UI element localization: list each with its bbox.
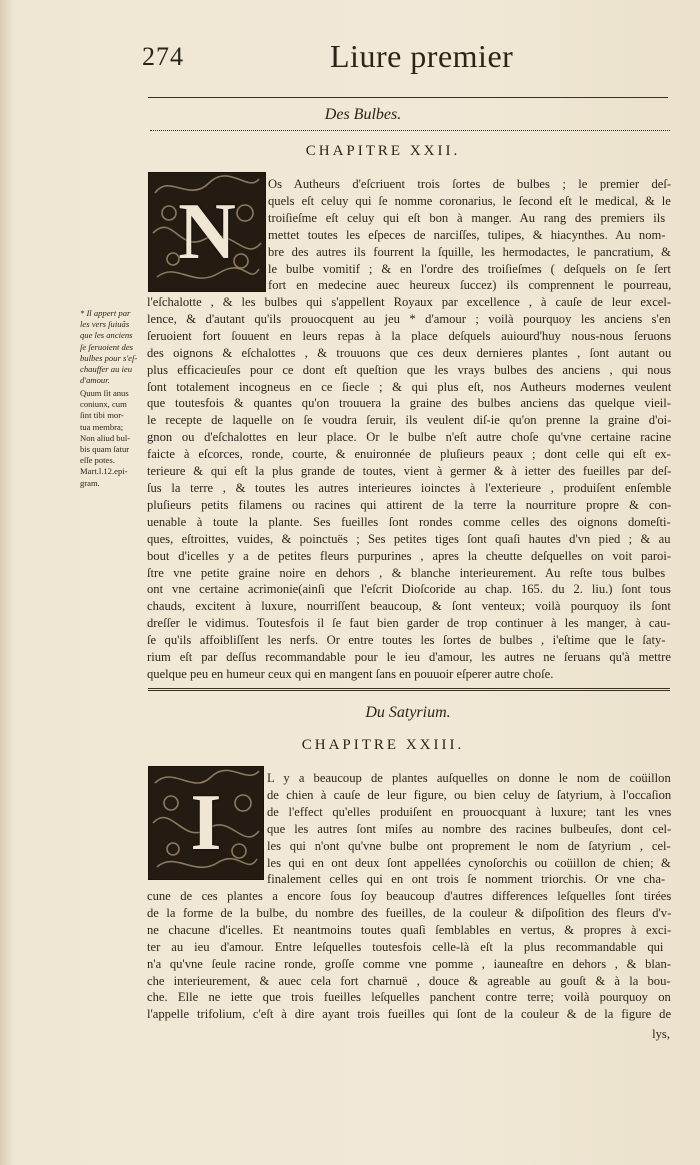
- text-line: mettet toutes les eſpeces de narciſſes, tulipes, & hiacynthes. Au nom-: [268, 227, 666, 242]
- text-line: ſont totalement incogneus en ce ſiecle ; & qui plus eſt, nos Autheurs modernes veulent: [147, 379, 672, 394]
- margin-note-line: bulbes pour s'eſ-: [80, 352, 138, 363]
- text-line: de l'effect qu'elles produiſent en prouocquant à luxure; tant les vnes: [267, 804, 672, 819]
- text-line: che. Elle ne iette que trois fueilles leſquelles panchent contre terre; voilà pourquoy on: [147, 990, 671, 1005]
- text-line: ſtre vne petite graine noire en dehors , & blanche interieurement. Au reſte tous bulbes: [147, 565, 666, 580]
- chapter-xxiii-body-text: [147, 888, 671, 1023]
- section-title-satyrium: Du Satyrium.: [365, 704, 451, 721]
- text-line: gnon ou d'eſchalottes en leur place. Or le bulbe n'eſt autre choſe qu'vne certaine racine: [147, 430, 672, 445]
- margin-note-line: gram.: [80, 477, 100, 488]
- text-line: le bulbe vomitif ; & en l'ordre des troiſieſmes ( deſquels on ſe ſert: [268, 261, 671, 276]
- text-line: ne chacune d'icelles. Et neantmoins toutes quaſi ſemblables en vertus, & propres à exci-: [147, 922, 672, 937]
- catchword-text: lys,: [652, 1027, 670, 1041]
- text-line: l'eſchalotte , & les bulbes qui s'appellent Royaux par excellence , à cauſe de leur excel-: [147, 295, 672, 309]
- text-line: fort en medecine auec heureux ſuccez) ils comprennent le pourreau,: [268, 278, 672, 293]
- text-line: ſus la terre , & toutes les autres interieures ioinctes à l'exterieure , produiſent enſemble: [147, 480, 672, 495]
- margin-note-line: eſſe potes.: [80, 455, 115, 466]
- section-divider-1: [150, 130, 670, 131]
- text-line: ques, eſtroittes, vuides, & poinctuës ; Ses petites tiges ſont quaſi hautes d'vn pied ; & au: [147, 531, 671, 546]
- text-line: ſeruoient fort ſouuent en leurs repas à la place deſquels auiourd'huy nous-nous ſeruons: [147, 328, 672, 343]
- text-line: les qui n'ont qu'vne bulbe ont proprement le nom de ſatyrium , cel-: [267, 838, 671, 853]
- text-line: ter au ieu d'amour. Entre leſquelles toutesfois celle-là eſt la plus recommandable qui: [147, 939, 664, 954]
- text-line: pluſieurs petits filamens ou racines qui attirent de la terre la nourriture propre & con-: [147, 497, 672, 512]
- chapter-xxii-indented-text: [268, 176, 671, 294]
- margin-note-line: Quum ſit anus: [80, 388, 129, 398]
- section-divider-2: [148, 688, 670, 691]
- text-line: cune de ces plantes a encore ſous ſoy beaucoup d'autres differences leſquelles ſont tirées: [147, 889, 672, 903]
- margin-note-martial: [80, 388, 146, 489]
- text-line: quels eſt celuy qui ſe nomme coronarius, le ſecond eſt le medical, & le: [268, 193, 671, 208]
- margin-note-amour: [80, 308, 146, 386]
- text-line: bre des autres ils fourrent la ſquille, les hermodactes, le pancratium, &: [268, 244, 671, 259]
- chapter-title-xxii: CHAPITRE XXII.: [305, 143, 461, 159]
- text-line: troiſieſme eſt celuy qui eſt bon à manger. Au rang des premiers ils: [268, 210, 666, 225]
- text-line: Os Autheurs d'eſcriuent trois ſortes de bulbes ; le premier deſ-: [268, 177, 672, 191]
- text-line: terieure & qui eſt la plus grande de toutes, vient à germer & à ietter des fueilles par deſ-: [147, 464, 672, 479]
- margin-note-line: d'amour.: [80, 375, 110, 386]
- text-line: l'appelle trifolium, c'eſt à dire ayant trois fueilles qui ſont de la couleur & de la figure de: [147, 1007, 672, 1022]
- text-line: ont vne certaine acrimonie(ainſi que l'eſcrit Dioſcoride au chap. 165. du 2. liu.) ſont tous: [147, 582, 671, 597]
- text-line: que toutesfois & quantes qu'on trouuera la graine des bulbes anciens das quelque vieil-: [147, 396, 671, 411]
- margin-note-line: Non aliud bul-: [80, 432, 131, 443]
- text-line: L y a beaucoup de plantes auſquelles on donne le nom de coüillon: [267, 771, 671, 785]
- margin-note-line: chauffer au ieu: [80, 364, 133, 375]
- text-line: ſe qu'ils affoibliſſent les nerfs. Or entre toutes les ſortes de bulbes , i'eſtime que le ſaty-: [147, 633, 666, 648]
- text-line: dreſſer le vidimus. Toutesfois il ſe faut bien garder de trop continuer à les manger, à cau-: [147, 616, 671, 631]
- chapter-xxii-body-text: [147, 294, 671, 683]
- decorative-initial-n: [148, 172, 266, 292]
- margin-note-line: coniunx, cum: [80, 399, 127, 410]
- text-line: de la forme de la bulbe, du nombre des fueilles, de la couleur & diſpoſition des fleurs d'v-: [147, 905, 672, 920]
- text-line: que les autres ſont miſes au nombre des racines bulbeuſes, dont cel-: [267, 821, 672, 836]
- text-line: plus efficacieuſes pour ce dont eſt queſtion que les vrays bulbes des anciens , qui nous: [147, 362, 672, 377]
- margin-note-line: * Il appert par: [80, 308, 131, 318]
- margin-note-line: tua membra;: [80, 421, 124, 432]
- header-divider: [148, 97, 668, 98]
- catchword: [600, 1026, 670, 1043]
- text-line: des oignons & eſchalottes , & trouuons que ces deux dernieres plantes , ſont autant ou: [147, 345, 672, 360]
- running-title: Liure premier: [330, 38, 514, 74]
- page-number: 274: [142, 42, 184, 71]
- page-header: [0, 38, 700, 78]
- text-line: finalement celles qui en ont trois ſe nomment triorchis. Or vne cha-: [267, 872, 666, 887]
- text-line: che interieurement, & auec cela fort charnuë , douce & agreable au gouſt & à la bou-: [147, 973, 671, 988]
- text-line: le recepte de laquelle on ſe voudra ſeruir, ils veulent diſ-ie qu'on prenne la graine d'oi-: [147, 413, 672, 428]
- margin-note-line: Mart.l.12.epi-: [80, 466, 128, 477]
- margin-note-line: ſe ſeruoient des: [80, 341, 133, 352]
- chapter-xxiii-indented-text: [267, 770, 671, 888]
- initial-letter: N: [178, 187, 236, 276]
- text-line: n'a qu'vne ſeule racine ronde, groſſe comme vne pomme , iauneaſtre en dehors , & blan-: [147, 956, 671, 971]
- margin-note-line: ſint tibi mor-: [80, 410, 124, 421]
- text-line: quelque peu en humeur ceux qui en mangent ſans en pouuoir eſperer autre choſe.: [147, 666, 554, 681]
- margin-note-line: que les anciens: [80, 330, 133, 341]
- text-line: lence, & d'autant qu'ils prouocquent au jeu * d'amour ; voilà pourquoy les anciens s'en: [147, 311, 671, 326]
- initial-letter: I: [190, 778, 222, 867]
- margin-note-line: bis quam ſatur: [80, 444, 130, 455]
- text-line: chauds, excitent à luxure, nourriſſent beaucoup, & ſont venteux; voilà pourquoy ils ſont: [147, 599, 671, 614]
- text-line: uenable à toute la plante. Ses fueilles ſont rondes comme celles des oignons domeſti-: [147, 514, 671, 529]
- text-line: de chien à cauſe de leur figure, ou bien celuy de ſatyrium, à l'occaſion: [267, 787, 672, 802]
- decorative-initial-i: [148, 766, 264, 880]
- section-title-bulbes: Des Bulbes.: [324, 106, 402, 123]
- text-line: bout d'icelles y a de petites fleurs purpurines , apres la cheutte deſquelles on voit paroi-: [147, 548, 672, 563]
- text-line: rium eſt par deſſus recommandable pour le ieu d'amour, les autres ne ſeruans qu'à mettre: [147, 650, 671, 665]
- chapter-title-xxiii: CHAPITRE XXIII.: [301, 737, 465, 753]
- margin-note-line: les vers ſuiuãs: [80, 319, 130, 330]
- text-line: faicte à eſcorces, ronde, courte, & enuironnée de pluſieurs peaux ; dont celle qui eſt ex-: [147, 447, 671, 462]
- text-line: les qui en ont deux ſont appellées cynoſorchis ou coüillon de chien; &: [267, 855, 671, 870]
